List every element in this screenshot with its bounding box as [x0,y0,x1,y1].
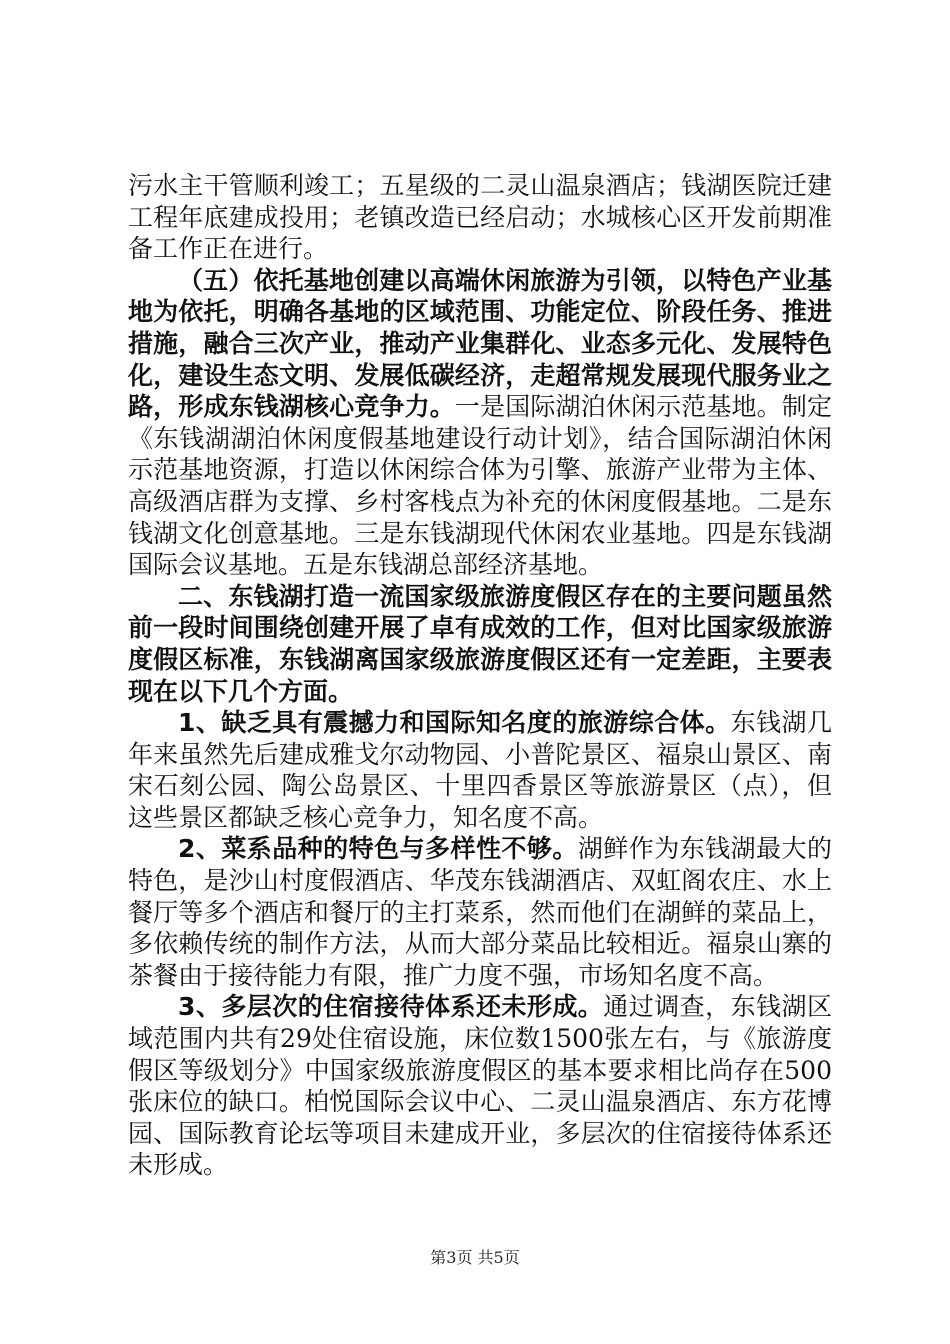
paragraph-problem-3 [128,991,832,1181]
section-heading-main-problems [128,581,832,707]
paragraph-text: 污水主干管顺利竣工；五星级的二灵山温泉酒店；钱湖医院迁建工程年底建成投用；老镇改造已经启动；水城核心区开发前期准备工作正在进行。 [128,171,832,264]
section-heading: 二、东钱湖打造一流国家级旅游度假区存在的主要问题虽然前一段时间围绕创建开展了卓有成效的工作，但对比国家级旅游度假区标准，东钱湖离国家级旅游度假区还有一定差距，主要表现在以下几个方面。 [128,581,832,706]
paragraph-heading: 3、多层次的住宿接待体系还未形成。 [178,992,604,1022]
paragraph-problem-1 [128,707,832,833]
paragraph-continuation [128,170,832,265]
document-body [128,170,832,1181]
paragraph-heading: 2、菜系品种的特色与多样性不够。 [178,834,578,864]
page-number-footer: 第3页 共5页 [430,1248,520,1267]
paragraph-text: 湖鲜作为东钱湖最大的特色，是沙山村度假酒店、华茂东钱湖酒店、双虹阁农庄、水上餐厅等多个酒店和餐厅的主打菜系，然而他们在湖鲜的菜品上，多依赖传统的制作方法，从而大部分菜品比较相近。福泉山寨的茶餐由于接待能力有限，推广力度不强，市场知名度不高。 [128,834,832,990]
paragraph-heading: （五）依托基地创建以高端休闲旅游为引领，以特色产业基地为依托，明确各基地的区域范围、功能定位、阶段任务、推进措施，融合三次产业，推动产业集群化、业态多元化、发展特色化，建设生态文明、发展低碳经济，走超常规发展现代服务业之路，形成东钱湖核心竞争力。 [128,265,832,422]
paragraph-text: 一是国际湖泊休闲示范基地。制定《东钱湖湖泊休闲度假基地建设行动计划》，结合国际湖泊休闲示范基地资源，打造以休闲综合体为引擎、旅游产业带为主体、高级酒店群为支撑、乡村客栈点为补充的休闲度假基地。二是东钱湖文化创意基地。三是东钱湖现代休闲农业基地。四是东钱湖国际会议基地。五是东钱湖总部经济基地。 [128,392,832,580]
paragraph-problem-2 [128,833,832,991]
paragraph-heading: 1、缺乏具有震撼力和国际知名度的旅游综合体。 [178,708,731,738]
paragraph-text: 通过调查，东钱湖区域范围内共有29处住宿设施，床位数1500张左右，与《旅游度假区等级划分》中国家级旅游度假区的基本要求相比尚存在500张床位的缺口。柏悦国际会议中心、二灵山温泉酒店、东方花博园、国际教育论坛等项目未建成开业，多层次的住宿接待体系还未形成。 [128,992,832,1180]
paragraph-base-creation [128,265,832,581]
paragraph-text: 东钱湖几年来虽然先后建成雅戈尔动物园、小普陀景区、福泉山景区、南宋石刻公园、陶公岛景区、十里四香景区等旅游景区（点），但这些景区都缺乏核心竞争力，知名度不高。 [128,708,832,832]
